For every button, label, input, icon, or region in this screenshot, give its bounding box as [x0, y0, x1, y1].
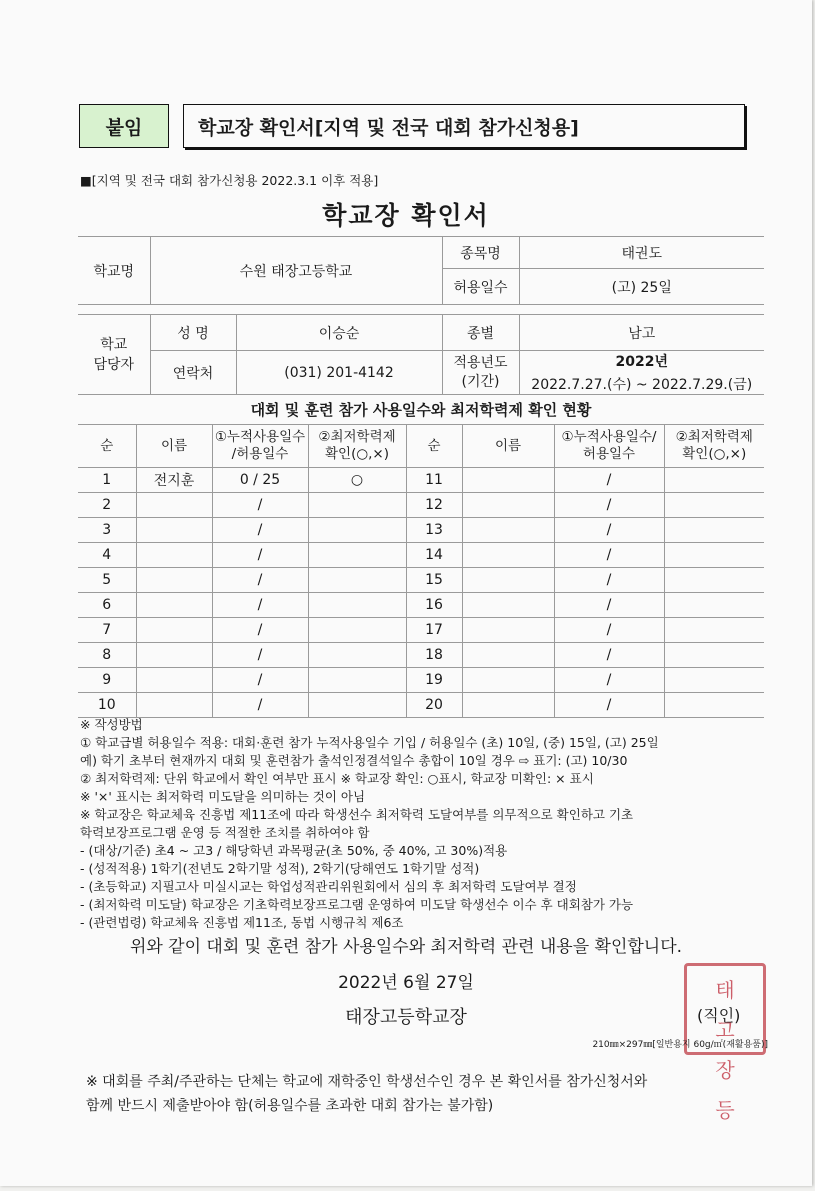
row-number: 9 — [78, 668, 136, 693]
paper-spec: 210㎜×297㎜[일반용지 60g/㎡(재활용품)] — [592, 1040, 768, 1050]
row-check — [308, 618, 406, 643]
school-label: 학교명 — [78, 237, 150, 305]
row-number: 3 — [78, 518, 136, 543]
table-row — [78, 668, 764, 693]
row-days: / — [554, 643, 664, 668]
row-check — [664, 518, 764, 543]
year-value: 2022년 — [615, 354, 668, 370]
row-check — [308, 493, 406, 518]
row-name — [462, 468, 554, 493]
contact-value: (031) 201-4142 — [236, 351, 442, 395]
year-cell — [519, 351, 764, 395]
row-name — [462, 668, 554, 693]
footer-line: ※ 대회를 주최/주관하는 단체는 학교에 재학중인 학생선수인 경우 본 확인서를 참가신청서와 — [86, 1074, 648, 1090]
row-name — [462, 518, 554, 543]
row-name — [136, 543, 212, 568]
attachment-tag: 붙임 — [79, 104, 169, 148]
row-name — [136, 593, 212, 618]
row-number: 7 — [78, 618, 136, 643]
row-name — [136, 493, 212, 518]
instruction-line: 예) 학기 초부터 현재까지 대회 및 훈련참가 출석인정결석일수 총합이 10일 경우 ⇨ 표기: (고) 10/30 — [80, 753, 628, 768]
row-days: / — [554, 518, 664, 543]
table-row — [78, 693, 764, 718]
instruction-line: 학력보장프로그램 운영 등 적절한 조치를 취하여야 함 — [80, 825, 370, 840]
row-number: 8 — [78, 643, 136, 668]
instruction-line: - (최저학력 미도달) 학교장은 기초학력보장프로그램 운영하여 미도달 학생선수 이수 후 대회참가 가능 — [80, 897, 634, 912]
period-value: 2022.7.27.(수) ~ 2022.7.29.(금) — [531, 377, 753, 393]
table-row — [78, 543, 764, 568]
col-order: 순 — [406, 425, 462, 468]
row-number: 12 — [406, 493, 462, 518]
gender-value: 남고 — [519, 315, 764, 351]
row-days: / — [212, 518, 308, 543]
col-name: 이름 — [462, 425, 554, 468]
row-check — [664, 643, 764, 668]
row-days: / — [554, 543, 664, 568]
row-number: 16 — [406, 593, 462, 618]
seal-char: 고 — [715, 1018, 735, 1042]
row-check — [308, 593, 406, 618]
applicable-note: ■[지역 및 전국 대회 참가신청용 2022.3.1 이후 적용] — [80, 173, 379, 188]
row-days: / — [554, 668, 664, 693]
instruction-line: ※ 학교장은 학교체육 진흥법 제11조에 따라 학생선수 최저학력 도달여부를 의무적으로 확인하고 기초 — [80, 807, 634, 822]
row-check — [308, 518, 406, 543]
row-days: / — [212, 493, 308, 518]
confirmation-text: 위와 같이 대회 및 훈련 참가 사용일수와 최저학력 관련 내용을 확인합니다. — [129, 937, 683, 957]
row-name — [136, 643, 212, 668]
row-days: / — [554, 468, 664, 493]
col-days: ①누적사용일수/ 허용일수 — [554, 425, 664, 468]
row-check — [308, 543, 406, 568]
instruction-line: ※ 작성방법 — [80, 717, 143, 732]
instruction-line: - (성적적용) 1학기(전년도 2학기말 성적), 2학기(당해연도 1학기말 성적) — [80, 861, 480, 876]
row-check — [308, 568, 406, 593]
manager-label: 학교 담당자 — [78, 315, 150, 395]
row-number: 14 — [406, 543, 462, 568]
row-number: 15 — [406, 568, 462, 593]
table-row — [78, 568, 764, 593]
row-check: ○ — [308, 468, 406, 493]
date-text: 2022년 6월 27일 — [338, 973, 474, 993]
row-days: / — [212, 643, 308, 668]
row-number: 10 — [78, 693, 136, 718]
col-days: ①누적사용일수 /허용일수 — [212, 425, 308, 468]
col-order: 순 — [78, 425, 136, 468]
row-number: 11 — [406, 468, 462, 493]
status-section-title: 대회 및 훈련 참가 사용일수와 최저학력제 확인 현황 — [250, 401, 592, 419]
contact-label: 연락처 — [150, 351, 236, 395]
col-name: 이름 — [136, 425, 212, 468]
row-number: 17 — [406, 618, 462, 643]
table-row — [78, 618, 764, 643]
row-name — [462, 593, 554, 618]
instruction-line: ① 학교급별 허용일수 적용: 대회·훈련 참가 누적사용일수 기입 / 허용일수 (초) 10일, (중) 15일, (고) 25일 — [80, 735, 659, 750]
row-days: / — [212, 693, 308, 718]
row-check — [664, 543, 764, 568]
row-name — [136, 693, 212, 718]
row-check — [664, 493, 764, 518]
table-row — [78, 468, 764, 493]
row-check — [308, 693, 406, 718]
school-value: 수원 태장고등학교 — [150, 237, 442, 305]
row-number: 1 — [78, 468, 136, 493]
row-days: / — [554, 568, 664, 593]
seal-char: 태 — [715, 978, 735, 1002]
days-label: 허용일수 — [442, 269, 519, 305]
gender-label: 종별 — [442, 315, 519, 351]
name-label: 성 명 — [150, 315, 236, 351]
row-name — [462, 643, 554, 668]
row-days: / — [554, 693, 664, 718]
days-value: (고) 25일 — [519, 269, 764, 305]
row-number: 6 — [78, 593, 136, 618]
instructions — [80, 716, 780, 932]
row-days: / — [554, 618, 664, 643]
row-name — [136, 618, 212, 643]
footer-line: 함께 반드시 제출받아야 함(허용일수를 초과한 대회 참가는 불가함) — [86, 1098, 494, 1114]
header-title-box: 학교장 확인서[지역 및 전국 대회 참가신청용] — [183, 104, 745, 148]
row-name — [136, 668, 212, 693]
footer-note — [86, 1070, 647, 1118]
row-days: / — [212, 618, 308, 643]
row-number: 5 — [78, 568, 136, 593]
row-days: / — [212, 543, 308, 568]
instruction-line: - (초등학교) 지필고사 미실시교는 학업성적관리위원회에서 심의 후 최저학력 도달여부 결정 — [80, 879, 577, 894]
row-check — [664, 668, 764, 693]
row-number: 4 — [78, 543, 136, 568]
row-check — [308, 668, 406, 693]
row-check — [664, 618, 764, 643]
participants-table — [78, 424, 764, 718]
row-days: / — [212, 593, 308, 618]
row-name — [462, 493, 554, 518]
table-row — [78, 518, 764, 543]
instruction-line: - (대상/기준) 초4 ~ 고3 / 해당학년 과목평균(초 50%, 중 40%, 고 30%)적용 — [80, 843, 508, 858]
row-days: / — [212, 668, 308, 693]
event-value: 태권도 — [519, 237, 764, 269]
row-number: 18 — [406, 643, 462, 668]
seal-char: 장 — [715, 1058, 735, 1082]
row-number: 19 — [406, 668, 462, 693]
row-check — [664, 593, 764, 618]
row-name — [136, 518, 212, 543]
name-value: 이승순 — [236, 315, 442, 351]
row-check — [664, 693, 764, 718]
row-days: / — [554, 593, 664, 618]
info-table — [78, 236, 764, 395]
row-name — [462, 618, 554, 643]
seal-label: (직인) — [697, 1006, 741, 1025]
col-check: ②최저학력제 확인(○,×) — [308, 425, 406, 468]
year-label: 적용년도 (기간) — [442, 351, 519, 395]
row-name — [462, 568, 554, 593]
row-number: 13 — [406, 518, 462, 543]
row-days: 0 / 25 — [212, 468, 308, 493]
table-row — [78, 493, 764, 518]
instruction-line: - (관련법령) 학교체육 진흥법 제11조, 동법 시행규칙 제6조 — [80, 915, 404, 930]
row-check — [664, 568, 764, 593]
row-check — [308, 643, 406, 668]
row-name — [136, 568, 212, 593]
principal-name: 태장고등학교장 — [345, 1007, 467, 1028]
seal-char: 등 — [715, 1098, 735, 1122]
row-days: / — [554, 493, 664, 518]
instruction-line: ② 최저학력제: 단위 학교에서 확인 여부만 표시 ※ 학교장 확인: ○표시, 학교장 미확인: × 표시 — [80, 771, 594, 786]
row-number: 20 — [406, 693, 462, 718]
document-title: 학교장 확인서 — [322, 201, 490, 230]
table-row — [78, 643, 764, 668]
row-name — [462, 693, 554, 718]
col-check: ②최저학력제 확인(○,×) — [664, 425, 764, 468]
row-days: / — [212, 568, 308, 593]
row-check — [664, 468, 764, 493]
instruction-line: ※ '×' 표시는 최저학력 미도달을 의미하는 것이 아님 — [80, 789, 366, 804]
table-row — [78, 593, 764, 618]
row-name — [462, 543, 554, 568]
event-label: 종목명 — [442, 237, 519, 269]
row-name: 전지훈 — [136, 468, 212, 493]
row-number: 2 — [78, 493, 136, 518]
